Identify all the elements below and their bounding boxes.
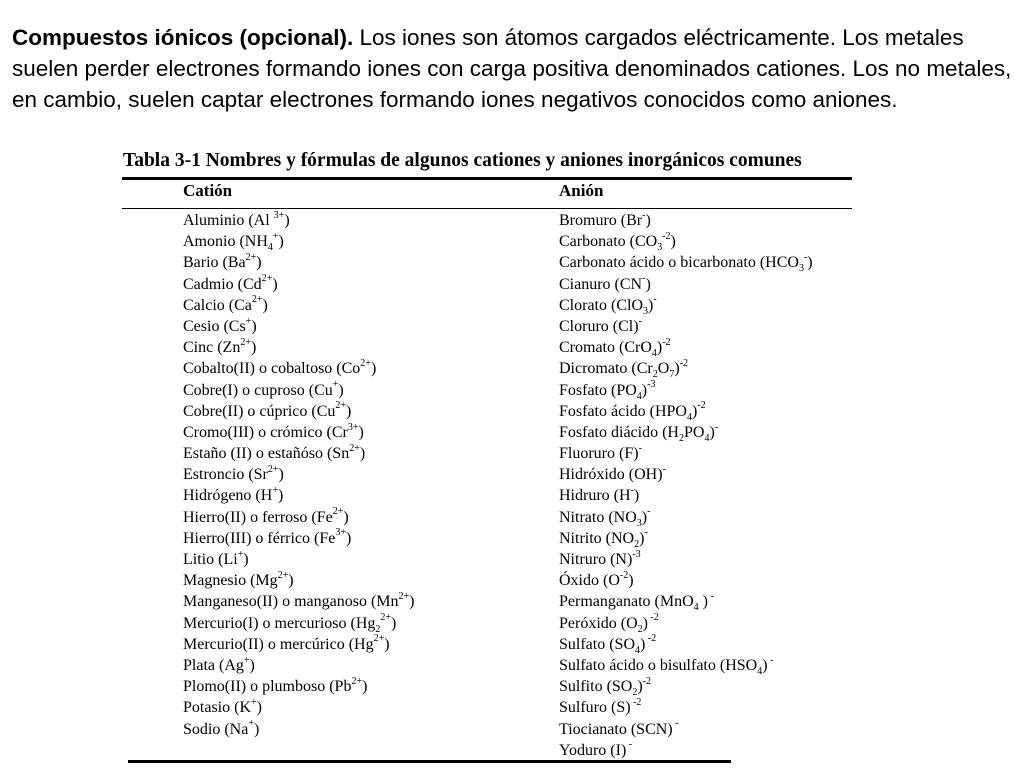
- cation-row-text: Hidrógeno (H: [183, 487, 273, 505]
- anion-row-superscript: -: [662, 463, 666, 475]
- anion-row-subscript: 4: [635, 644, 640, 656]
- anion-row: [559, 464, 879, 485]
- cation-row: [183, 337, 543, 358]
- anion-row-text: Carbonato ácido o bicarbonato (HCO: [559, 254, 799, 272]
- anion-row: [559, 507, 879, 528]
- anion-row-superscript: -2: [642, 675, 652, 687]
- anion-row-text: Permanganato (MnO: [559, 593, 694, 611]
- anion-row-subscript: 2: [634, 539, 640, 550]
- anion-row-text: ): [762, 656, 768, 674]
- anion-row-text: Cromato (CrO: [559, 339, 652, 357]
- cation-row-superscript: 3+: [273, 209, 285, 221]
- cation-row-superscript: 2+: [267, 463, 279, 475]
- anion-row-text: ): [698, 593, 708, 611]
- cation-row-text: Hierro(II) o ferroso (Fe: [183, 508, 333, 526]
- anion-row: [559, 401, 879, 422]
- cation-row: [183, 401, 543, 422]
- cation-row: [183, 443, 543, 464]
- cation-row: [183, 295, 543, 316]
- cation-row-superscript: 3+: [347, 421, 359, 433]
- cation-row-text: ): [346, 529, 352, 547]
- anion-row-text: ): [648, 296, 654, 314]
- anion-row-text: Sulfuro (S): [559, 699, 631, 717]
- cation-row-text: ): [278, 466, 284, 484]
- cation-row-superscript: 2+: [245, 252, 257, 264]
- anion-row-text: Cloruro (Cl): [559, 317, 639, 335]
- anion-row-text: ): [807, 254, 813, 272]
- cation-row-superscript: +: [237, 548, 244, 560]
- anion-row-text: Dicromato (Cr: [559, 360, 653, 378]
- anion-row-text: Peróxido (O: [559, 614, 638, 632]
- anion-row-text: Sulfito (SO: [559, 678, 633, 696]
- cation-row-text: Bario (Ba: [183, 254, 246, 272]
- anion-row-superscript: -: [803, 252, 808, 264]
- cation-row-text: ): [370, 360, 377, 378]
- anion-row-text: Sulfato ácido o bisulfato (HSO: [559, 656, 758, 674]
- anion-row-text: Fosfato ácido (HPO: [559, 402, 687, 420]
- cation-row-superscript: 2+: [349, 442, 360, 454]
- anion-row: [559, 591, 879, 612]
- cation-row-text: Hierro(III) o férrico (Fe: [183, 529, 336, 547]
- anion-row-superscript: -2: [647, 612, 659, 624]
- cation-row: [183, 380, 543, 401]
- cation-row: [183, 464, 543, 485]
- anion-row-subscript: 4: [636, 390, 642, 402]
- anion-row-text: Cianuro (CN: [559, 275, 643, 293]
- table-bottom-rule: [128, 760, 731, 763]
- anion-row-superscript: -: [767, 654, 774, 666]
- anion-row: [559, 613, 879, 634]
- anion-row-superscript: -: [672, 718, 679, 730]
- anion-row-subscript: 4: [693, 602, 699, 614]
- cation-row-text: Manganeso(II) o manganoso (Mn: [183, 593, 399, 611]
- anion-row: [559, 634, 879, 655]
- anion-row-text: ): [656, 339, 663, 357]
- cation-row-text: ): [262, 296, 268, 314]
- table-title: Tabla 3-1 Nombres y fórmulas de algunos cationes y aniones inorgánicos comunes: [123, 150, 802, 171]
- cation-row-superscript: +: [332, 379, 339, 391]
- anion-row-text: ): [640, 635, 646, 653]
- cation-row-text: Cobre(II) o cúprico (Cu: [183, 402, 336, 420]
- anion-row-superscript: -: [630, 485, 634, 497]
- anion-row-superscript: -2: [697, 400, 706, 412]
- cation-row-text: ): [409, 593, 415, 611]
- cation-row-text: Litio (Li: [183, 551, 238, 568]
- anion-row-text: Tiocianato (SCN): [559, 720, 673, 738]
- anion-row-superscript: -: [653, 294, 657, 306]
- anion-row-superscript: -2: [662, 336, 671, 348]
- anion-row-text: ): [645, 275, 651, 293]
- anion-row-text: ): [641, 508, 648, 526]
- cation-row-text: Mercurio(I) o mercurioso (Hg: [183, 614, 376, 632]
- anion-row: [559, 719, 879, 740]
- anion-list: [559, 210, 879, 761]
- anion-row-text: Clorato (ClO: [559, 296, 643, 314]
- cation-row-text: Amonio (NH: [183, 233, 268, 251]
- anion-row-text: ): [628, 572, 634, 590]
- anion-row: [559, 443, 879, 464]
- anion-row-text: ): [642, 614, 648, 632]
- cation-row-superscript: 2+: [360, 357, 371, 369]
- cation-row-text: ): [288, 572, 294, 590]
- anion-row-text: ): [670, 233, 676, 251]
- cation-row-text: ): [272, 275, 278, 293]
- anion-row-subscript: 4: [704, 433, 710, 445]
- anion-row-text: ): [645, 212, 651, 229]
- cation-row-superscript: +: [243, 654, 250, 666]
- cation-row-superscript: 2+: [332, 506, 344, 518]
- anion-row: [559, 252, 879, 273]
- anion-row-superscript: -: [638, 315, 642, 327]
- cation-row: [183, 549, 543, 570]
- anion-row-subscript: 2: [637, 623, 643, 635]
- anion-row: [559, 422, 879, 443]
- cation-row-superscript: 2+: [335, 400, 347, 412]
- anion-row-text: Óxido (O: [559, 572, 620, 590]
- anion-row: [559, 358, 879, 379]
- cation-row-text: ): [384, 635, 390, 653]
- cation-row-text: Cesio (Cs: [183, 317, 246, 335]
- cation-row: [183, 697, 543, 718]
- anion-row: [559, 337, 879, 358]
- anion-row: [559, 549, 879, 570]
- cation-row-superscript: 2+: [380, 612, 392, 624]
- cation-row-text: Magnesio (Mg: [183, 572, 278, 590]
- anion-row: [559, 231, 879, 252]
- cation-row-superscript: 2+: [277, 569, 289, 581]
- cation-row: [183, 570, 543, 591]
- cation-row-text: ): [278, 233, 284, 251]
- cation-column-header: Catión: [183, 181, 233, 200]
- intro-paragraph: [12, 22, 1012, 115]
- cation-row-superscript: 2+: [351, 675, 363, 687]
- anion-row-text: ): [641, 381, 648, 399]
- anion-row-superscript: -: [642, 273, 646, 285]
- cation-row-superscript: 2+: [240, 336, 251, 348]
- cation-row-text: ): [256, 254, 262, 272]
- cation-row: [183, 358, 543, 379]
- cation-row-text: ): [256, 699, 262, 717]
- cation-row-text: ): [249, 656, 255, 674]
- anion-row: [559, 316, 879, 337]
- cation-row-text: Sodio (Na: [183, 720, 249, 738]
- cation-row-superscript: 2+: [398, 591, 410, 603]
- cation-row-text: Estaño (II) o estañóso (Sn: [183, 445, 350, 463]
- cation-row-text: ): [251, 317, 257, 335]
- anion-row-text: ): [691, 402, 698, 420]
- cation-row-text: ): [362, 678, 368, 696]
- anion-column-header: Anión: [559, 181, 604, 200]
- anion-row-superscript: -: [647, 506, 651, 518]
- cation-row-superscript: +: [272, 485, 278, 497]
- cation-row: [183, 252, 543, 273]
- anion-row: [559, 380, 879, 401]
- intro-heading: Compuestos iónicos (opcional).: [12, 25, 354, 50]
- cation-row-text: ): [250, 339, 257, 357]
- anion-row: [559, 528, 879, 549]
- cation-row: [183, 485, 543, 506]
- cation-row-superscript: 2+: [261, 273, 273, 285]
- cation-row-text: ): [284, 212, 290, 229]
- cation-row-text: ): [277, 487, 284, 505]
- table-top-rule: [122, 177, 852, 180]
- anion-row-superscript: -: [707, 591, 714, 603]
- cation-row-text: ): [346, 402, 352, 420]
- cation-row: [183, 231, 543, 252]
- anion-row-superscript: -2: [679, 357, 688, 369]
- anion-row-superscript: -2: [645, 633, 657, 645]
- anion-row-text: O: [657, 360, 670, 378]
- anion-row-text: Nitrito (NO: [559, 529, 635, 547]
- anion-row-superscript: -2: [630, 696, 642, 708]
- anion-row-text: Bromuro (Br: [559, 212, 643, 229]
- cation-row-text: Plata (Ag: [183, 656, 244, 674]
- anion-row-subscript: 3: [657, 242, 663, 254]
- cation-row-superscript: 2+: [373, 633, 385, 645]
- cation-row-text: ): [358, 423, 364, 441]
- cation-row-text: ): [359, 445, 366, 463]
- cation-row-superscript: +: [245, 315, 252, 327]
- anion-row-text: Fluoruro (F): [559, 445, 639, 463]
- cation-row-text: Cadmio (Cd: [183, 275, 262, 293]
- cation-row: [183, 676, 543, 697]
- cation-list: [183, 210, 543, 740]
- cation-row-text: Cromo(III) o crómico (Cr: [183, 423, 348, 441]
- anion-row-text: Nitruro (N): [559, 551, 633, 568]
- anion-row-text: Yoduro (I): [559, 741, 627, 759]
- anion-row-superscript: -: [626, 739, 633, 751]
- anion-row-text: PO: [683, 423, 705, 441]
- anion-row-text: Hidróxido (OH): [559, 466, 663, 484]
- anion-row: [559, 485, 879, 506]
- anion-row: [559, 570, 879, 591]
- anion-row-text: Fosfato (PO: [559, 381, 637, 399]
- anion-row-text: Hidruro (H: [559, 487, 631, 505]
- cation-row-text: Aluminio (Al: [183, 212, 274, 229]
- cation-row-superscript: +: [248, 718, 254, 730]
- cation-row-text: Estroncio (Sr: [183, 466, 268, 484]
- anion-row-subscript: 4: [757, 666, 763, 678]
- anion-row: [559, 295, 879, 316]
- anion-row-superscript: -: [714, 421, 719, 433]
- cation-row-text: Cobre(I) o cuproso (Cu: [183, 381, 333, 399]
- cation-row-subscript: 4: [267, 242, 273, 254]
- anion-row-superscript: -3: [647, 379, 656, 391]
- anion-row-text: ): [637, 678, 643, 696]
- cation-row: [183, 528, 543, 549]
- cation-row-text: ): [343, 508, 349, 526]
- table-header-rule: [122, 208, 852, 209]
- cation-row: [183, 210, 543, 231]
- anion-row-superscript: -: [644, 527, 648, 539]
- cation-row-superscript: +: [251, 696, 257, 708]
- anion-row-subscript: 2: [652, 369, 658, 381]
- cation-row-text: Mercurio(II) o mercúrico (Hg: [183, 635, 374, 653]
- cation-row-text: ): [243, 551, 249, 568]
- anion-row: [559, 655, 879, 676]
- anion-row-subscript: 3: [643, 305, 648, 317]
- cation-row-superscript: 2+: [251, 294, 263, 306]
- anion-row-subscript: 4: [686, 411, 692, 423]
- anion-row-subscript: 2: [632, 687, 638, 699]
- cation-row: [183, 634, 543, 655]
- cation-row-text: Cinc (Zn: [183, 339, 241, 357]
- anion-row-subscript: 3: [798, 263, 804, 275]
- cation-row: [183, 613, 543, 634]
- anion-row-superscript: -: [638, 442, 642, 454]
- cation-row: [183, 719, 543, 740]
- cation-row-text: ): [391, 614, 397, 632]
- cation-row-subscript: 2: [375, 623, 381, 635]
- anion-row-text: ): [639, 529, 645, 547]
- anion-row-superscript: -: [642, 209, 646, 221]
- cation-row-text: ): [338, 381, 344, 399]
- cation-row: [183, 591, 543, 612]
- anion-row: [559, 210, 879, 231]
- cation-row-text: Potasio (K: [183, 699, 251, 717]
- anion-row-superscript: -2: [662, 230, 671, 242]
- anion-row-text: Fosfato diácido (H: [559, 423, 679, 441]
- cation-row-text: ): [253, 720, 260, 738]
- anion-row-text: Sulfato (SO: [559, 635, 635, 653]
- cation-row-text: Plomo(II) o plumboso (Pb: [183, 678, 352, 696]
- anion-row-text: ): [633, 487, 640, 505]
- anion-row-text: ): [709, 423, 715, 441]
- anion-row: [559, 740, 879, 761]
- anion-row-superscript: -3: [632, 548, 641, 560]
- cation-row: [183, 422, 543, 443]
- cation-row-text: Cobalto(II) o cobaltoso (Co: [183, 360, 361, 378]
- cation-row: [183, 316, 543, 337]
- anion-row-text: Carbonato (CO: [559, 233, 658, 251]
- anion-row: [559, 697, 879, 718]
- anion-row-text: Nitrato (NO: [559, 508, 637, 526]
- anion-row: [559, 676, 879, 697]
- anion-row-subscript: 3: [636, 517, 642, 529]
- cation-row: [183, 274, 543, 295]
- anion-row-subscript: 7: [669, 369, 675, 381]
- cation-row: [183, 655, 543, 676]
- cation-row-superscript: +: [272, 230, 279, 242]
- intro-text: Los iones son átomos cargados eléctricamente. Los metales suelen perder electrones formando iones con carga positiva denominados cationes. Los no metales, en cambio, suelen captar electrones formando iones negativos conocidos como aniones.: [12, 25, 1012, 112]
- anion-row-subscript: 2: [678, 433, 684, 445]
- cation-row-superscript: 3+: [335, 527, 346, 539]
- cation-row: [183, 507, 543, 528]
- anion-row-subscript: 4: [651, 348, 657, 360]
- anion-row-text: ): [674, 360, 680, 378]
- anion-row-superscript: -2: [619, 569, 629, 581]
- cation-row-text: Calcio (Ca: [183, 296, 252, 314]
- anion-row: [559, 274, 879, 295]
